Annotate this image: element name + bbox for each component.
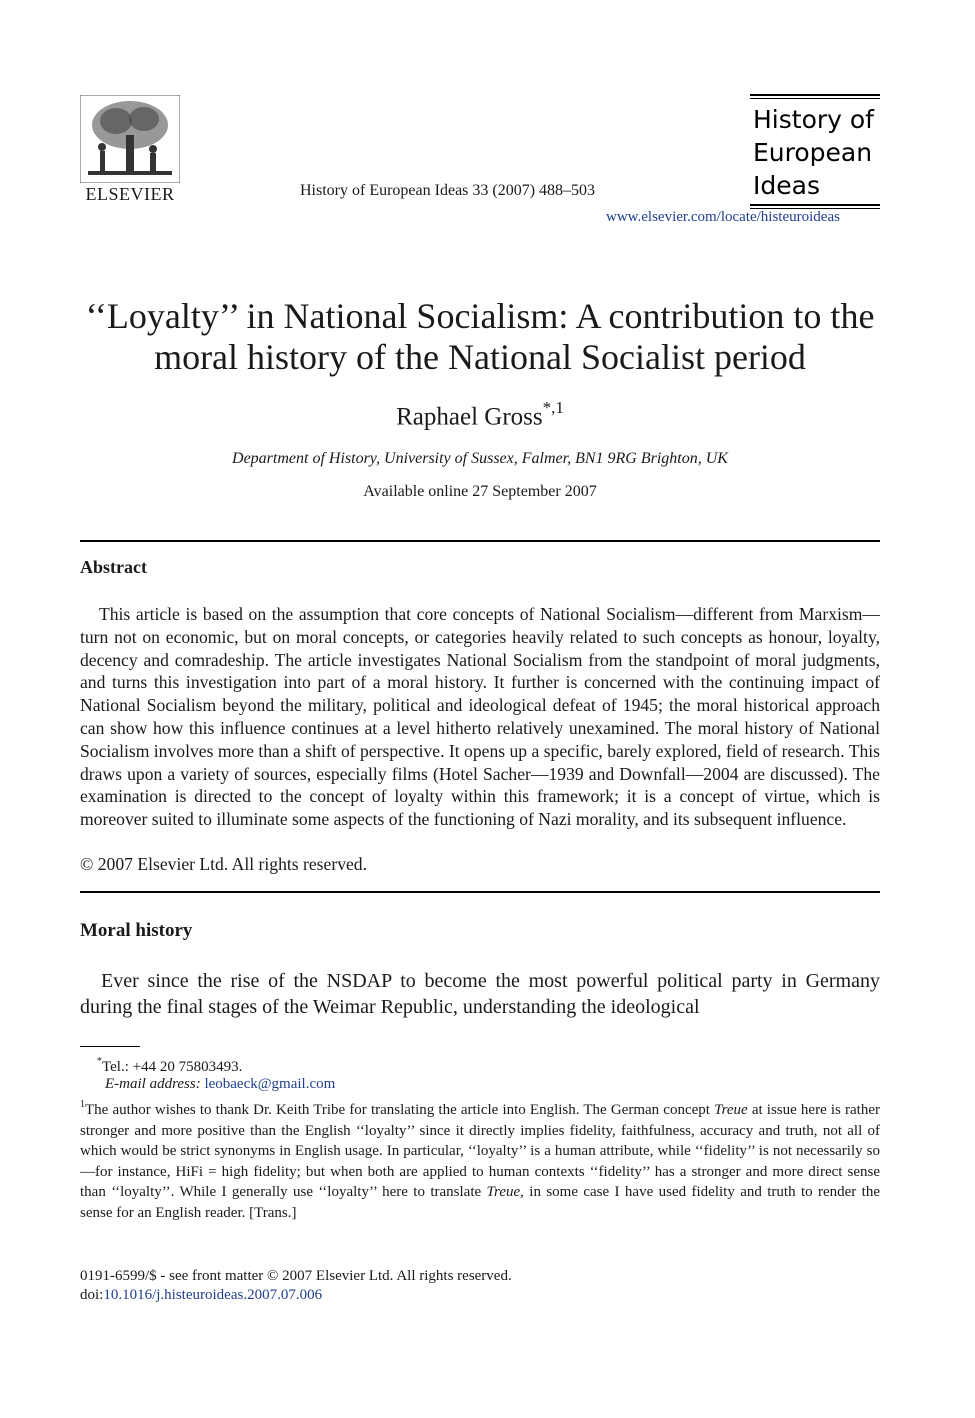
footnote-mark: * bbox=[97, 1056, 102, 1067]
brand-bottom-rule bbox=[750, 204, 880, 206]
abstract-body: This article is based on the assumption that core concepts of National Socialism—different from Marxism—turn not on economic, but on moral concepts, or categories heavily related to such concepts as honour, loyalty, decency and comradeship. The article investigates National Socialism from the standpoint of moral judgments, and turns this investigation into part of a moral history. It further is concerned with the continuing impact of National Socialism beyond the military, political and ideological defeat of 1945; the moral historical approach can show how this influence continues at a level hitherto relatively unexamined. The moral history of National Socialism involves more than a shift of perspective. It opens up a specific, barely explored, field of research. This draws upon a variety of sources, especially films (Hotel Sacher—1939 and Downfall—2004 are discussed). The examination is directed to the concept of loyalty within this framework; it is a concept of virtue, which is moreover suited to illuminate some aspects of the functioning of Nazi morality, and its subsequent influence. bbox=[80, 604, 880, 830]
brand-top-rule bbox=[750, 98, 880, 100]
brand-top-rule bbox=[750, 94, 880, 96]
journal-brand-line: Ideas bbox=[753, 171, 820, 200]
email-link[interactable]: leobaeck@gmail.com bbox=[204, 1076, 336, 1092]
journal-brand-line: History of bbox=[753, 105, 874, 134]
abstract-bottom-rule bbox=[80, 891, 880, 893]
footnote-rule bbox=[80, 1046, 140, 1047]
author-name: Raphael Gross bbox=[396, 403, 543, 431]
footnote-text: The author wishes to thank Dr. Keith Tribe for translating the article into English. The German concept bbox=[85, 1102, 715, 1118]
doi-line bbox=[80, 1287, 322, 1304]
available-online-date: Available online 27 September 2007 bbox=[363, 483, 597, 500]
footnote-text: at issue here is rather stronger and more positive than the English ‘‘loyalty’’ since it directly implies fidelity, faithfulness, accuracy and truth, not all of which would be strict synonyms in English usage. In particular, ‘‘loyalty’’ is a human attribute, while ‘‘fidelity’’ is not necessarily so—for instance, HiFi = high fidelity; but when both are applied to human contexts ‘‘fidelity’’ has a stronger and more direct sense than ‘‘loyalty’’. While I generally use ‘‘loyalty’’ here to translate bbox=[80, 1102, 880, 1200]
doi-prefix: doi: bbox=[80, 1287, 104, 1303]
telephone-text: Tel.: +44 20 75803493. bbox=[102, 1059, 243, 1075]
abstract-copyright: © 2007 Elsevier Ltd. All rights reserved. bbox=[80, 854, 367, 874]
footnote-text: , in some case I have used fidelity and truth to render the sense for an English reader. [Trans.] bbox=[80, 1184, 880, 1221]
journal-citation: History of European Ideas 33 (2007) 488–503 bbox=[300, 182, 596, 199]
footnote-email bbox=[105, 1074, 905, 1095]
author-footnote-marks[interactable]: *,1 bbox=[542, 398, 564, 417]
article-title: ‘‘Loyalty’’ in National Socialism: A contribution to the moral history of the National Socialist period bbox=[85, 296, 875, 377]
footnote-term: Treue bbox=[486, 1184, 521, 1200]
footnote-term: Treue bbox=[714, 1102, 748, 1118]
doi-link[interactable]: 10.1016/j.histeuroideas.2007.07.006 bbox=[103, 1287, 323, 1303]
journal-brand-line: European bbox=[753, 138, 873, 167]
author-affiliation: Department of History, University of Sussex, Falmer, BN1 9RG Brighton, UK bbox=[232, 450, 728, 467]
publisher-name: ELSEVIER bbox=[85, 184, 175, 204]
journal-brand bbox=[750, 94, 880, 211]
body-paragraph: Ever since the rise of the NSDAP to become the most powerful political party in Germany during the final stages of the Weimar Republic, understanding the ideological bbox=[80, 970, 880, 1018]
front-matter-notice: 0191-6599/$ - see front matter © 2007 Elsevier Ltd. All rights reserved. bbox=[80, 1268, 512, 1284]
email-label: E-mail address: bbox=[105, 1076, 201, 1092]
footnote-translation bbox=[80, 1096, 880, 1223]
abstract-top-rule bbox=[80, 540, 880, 542]
section-heading: Moral history bbox=[80, 920, 193, 941]
footnote-mark: 1 bbox=[80, 1099, 85, 1110]
abstract-heading: Abstract bbox=[80, 557, 147, 577]
journal-url-link[interactable]: www.elsevier.com/locate/histeuroideas bbox=[606, 209, 840, 225]
author-line bbox=[80, 400, 880, 431]
